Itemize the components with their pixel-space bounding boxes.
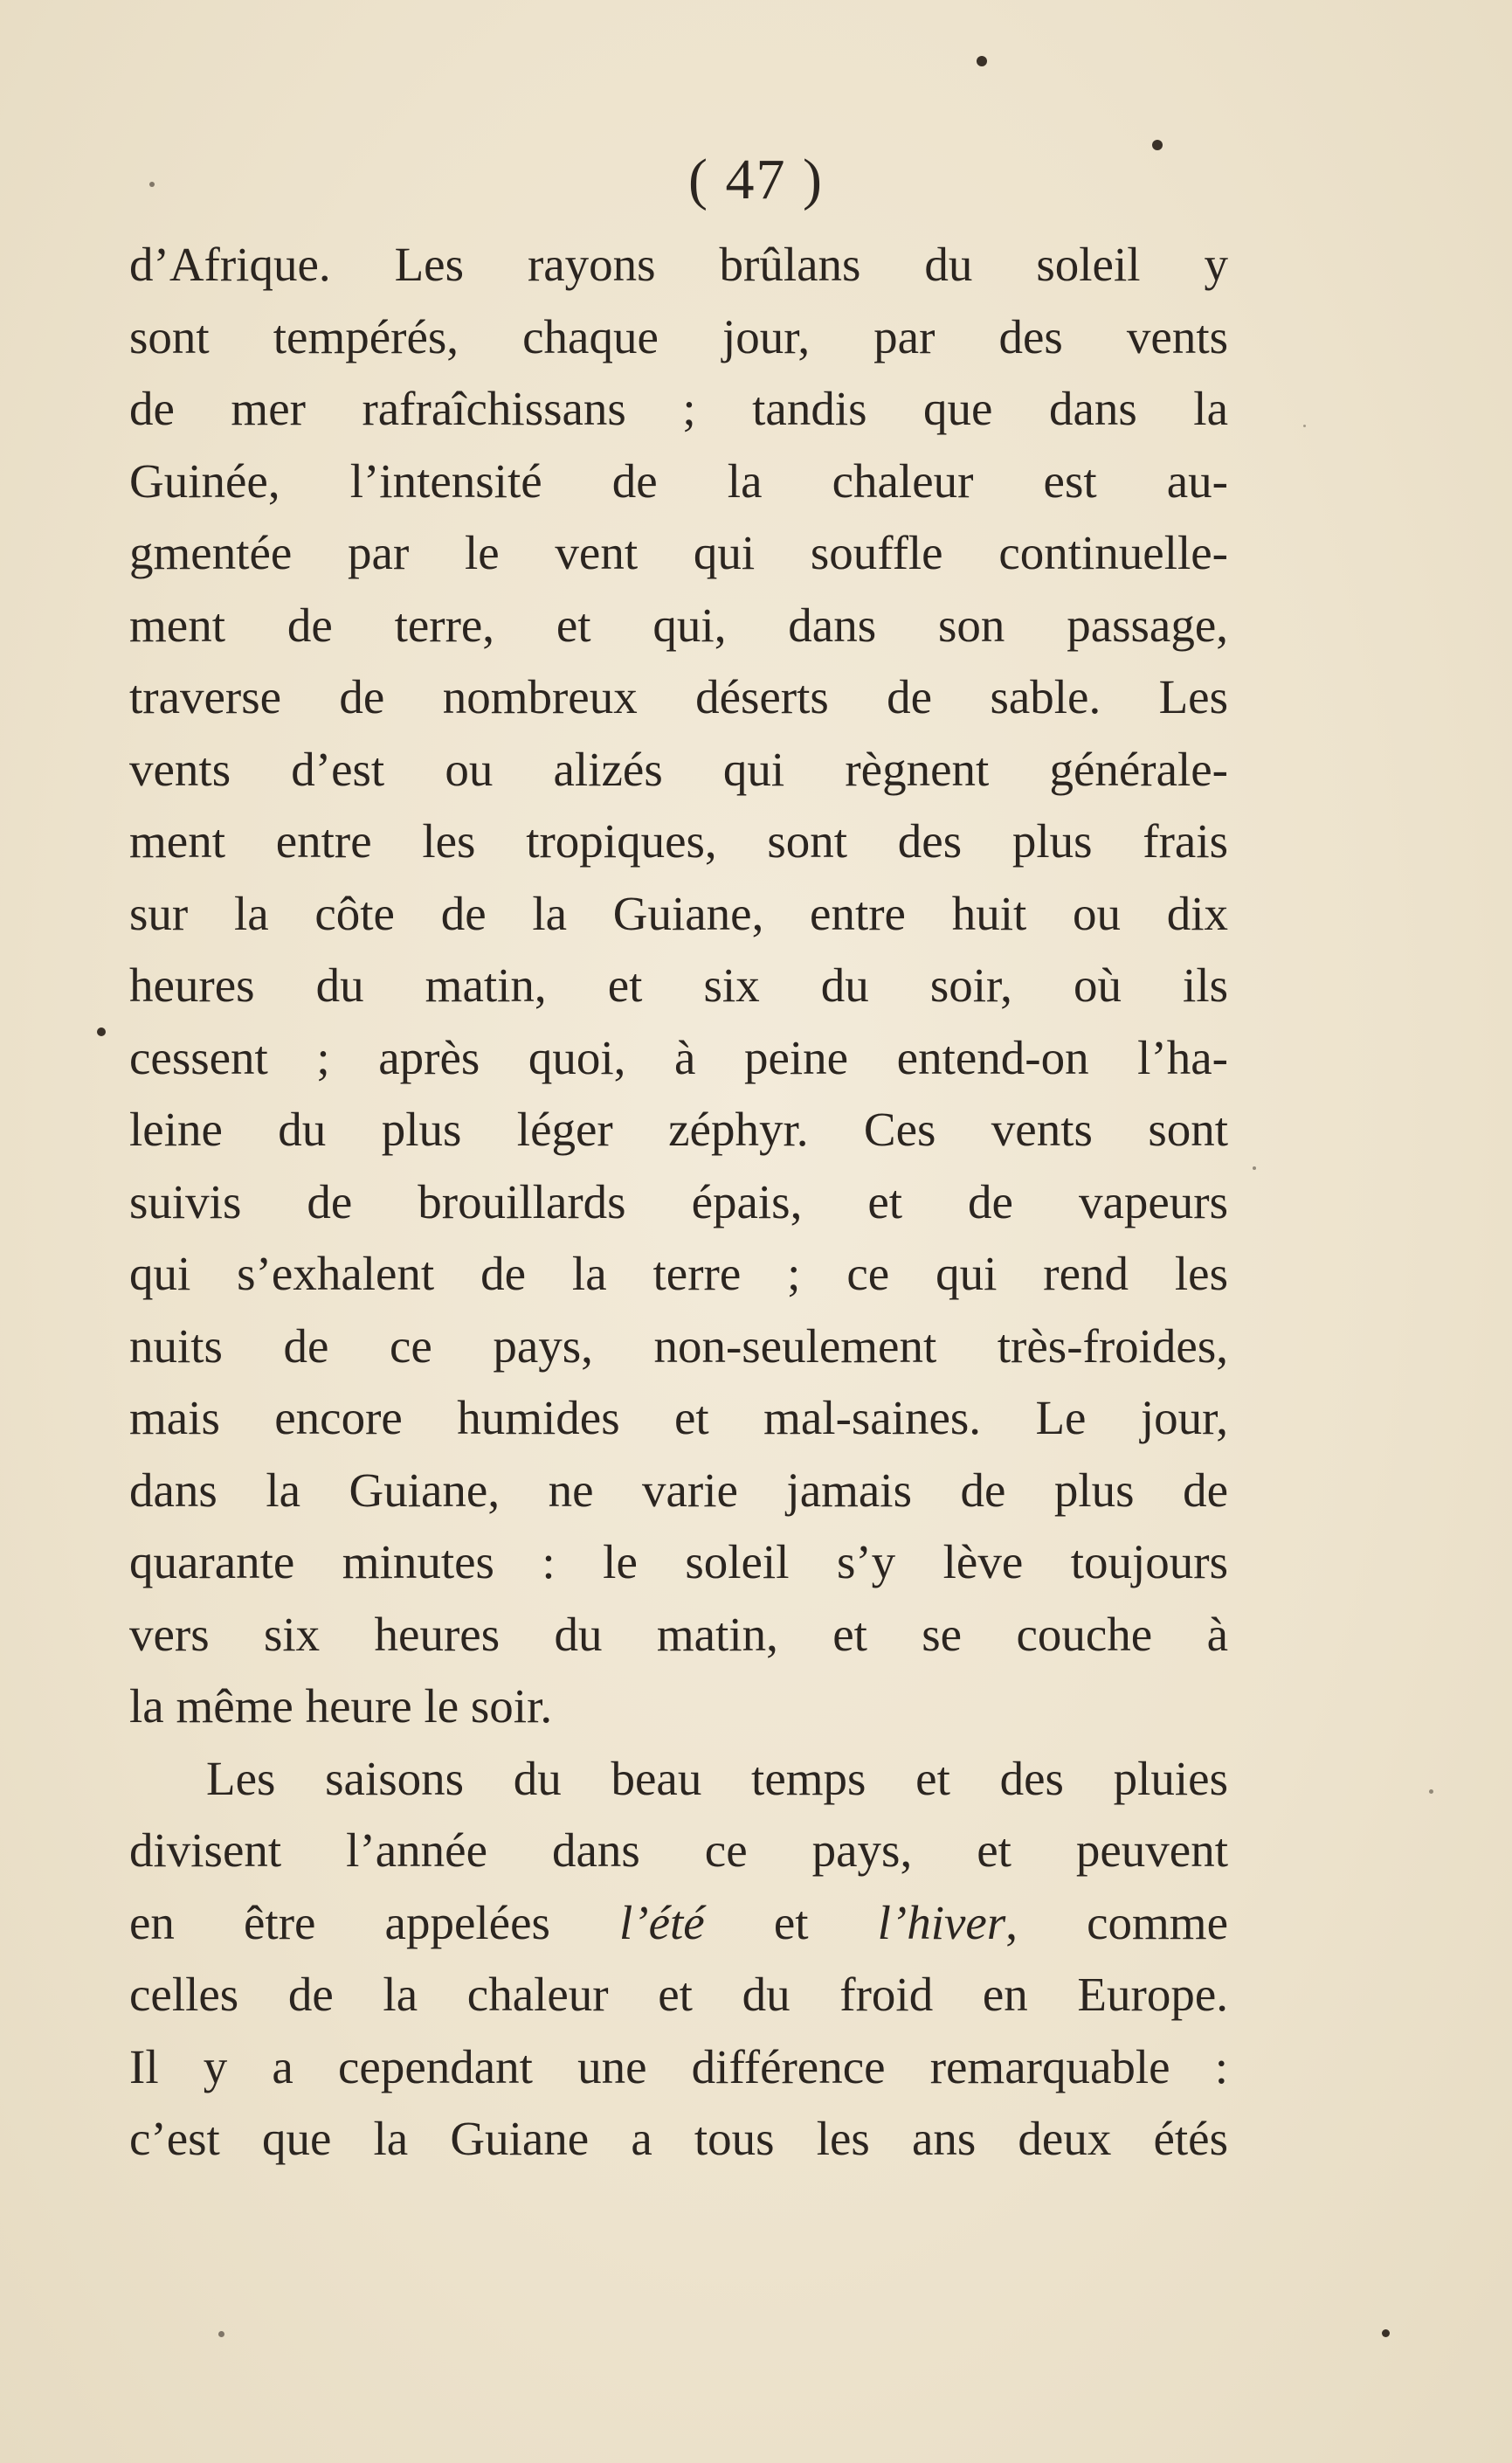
text-line-with-italics xyxy=(129,1887,1228,1960)
text-line: c’est que la Guiane a tous les ans deux étés xyxy=(129,2112,1228,2165)
ink-speck xyxy=(1382,2329,1390,2337)
text-line: celles de la chaleur et du froid en Europe. xyxy=(129,1968,1228,2021)
text-line: sont tempérés, chaque jour, par des vents xyxy=(129,309,1228,363)
text-line: traverse de nombreux déserts de sable. Les xyxy=(129,670,1228,723)
text-line: cessent ; après quoi, à peine entend-on l’ha- xyxy=(129,1030,1228,1084)
text-line: divisent l’année dans ce pays, et peuvent xyxy=(129,1823,1228,1877)
text-line: nuits de ce pays, non-seulement très-froides, xyxy=(129,1318,1228,1373)
text-line: de mer rafraîchissans ; tandis que dans la xyxy=(129,382,1228,435)
text-line: heures du matin, et six du soir, où ils xyxy=(129,958,1228,1012)
text-line: vers six heures du matin, et se couche à xyxy=(129,1607,1228,1661)
text-line: suivis de brouillards épais, et de vapeurs xyxy=(129,1174,1228,1228)
text-line: sur la côte de la Guiane, entre huit ou dix xyxy=(129,886,1228,940)
text-line: vents d’est ou alizés qui règnent générale- xyxy=(129,742,1228,796)
ink-speck xyxy=(1303,425,1306,427)
text-segment: et xyxy=(704,1895,878,1949)
text-line: ment entre les tropiques, sont des plus frais xyxy=(129,814,1228,868)
ink-speck xyxy=(218,2331,224,2337)
body-text xyxy=(129,229,1228,2176)
text-line: Les saisons du beau temps et des pluies xyxy=(206,1751,1228,1805)
paragraph-1 xyxy=(129,229,1228,1743)
text-line: mais encore humides et mal-saines. Le jour, xyxy=(129,1391,1228,1444)
text-line: d’Afrique. Les rayons brûlans du soleil y xyxy=(129,238,1228,291)
text-segment: , comme xyxy=(1005,1895,1228,1949)
text-line: qui s’exhalent de la terre ; ce qui rend les xyxy=(129,1247,1228,1300)
ink-speck xyxy=(1429,1789,1433,1794)
text-segment: en être appelées xyxy=(129,1895,619,1949)
text-line: gmentée par le vent qui souffle continuelle- xyxy=(129,526,1228,579)
text-line: leine du plus léger zéphyr. Ces vents sont xyxy=(129,1103,1228,1156)
text-line: dans la Guiane, ne varie jamais de plus de xyxy=(129,1463,1228,1517)
ink-speck xyxy=(977,56,987,66)
text-line: ment de terre, et qui, dans son passage, xyxy=(129,598,1228,652)
text-line: Il y a cependant une différence remarquable : xyxy=(129,2039,1228,2093)
ink-speck xyxy=(1253,1166,1256,1170)
text-line: la même heure le soir. xyxy=(129,1679,553,1733)
text-line: Guinée, l’intensité de la chaleur est au- xyxy=(129,453,1228,508)
page-number: ( 47 ) xyxy=(688,148,824,211)
ink-speck xyxy=(97,1027,106,1036)
paragraph-2 xyxy=(129,1743,1228,2176)
text-line: quarante minutes : le soleil s’y lève toujours xyxy=(129,1535,1228,1588)
italic-term-hiver: l’hiver xyxy=(877,1895,1006,1949)
italic-term-ete: l’été xyxy=(619,1895,705,1949)
